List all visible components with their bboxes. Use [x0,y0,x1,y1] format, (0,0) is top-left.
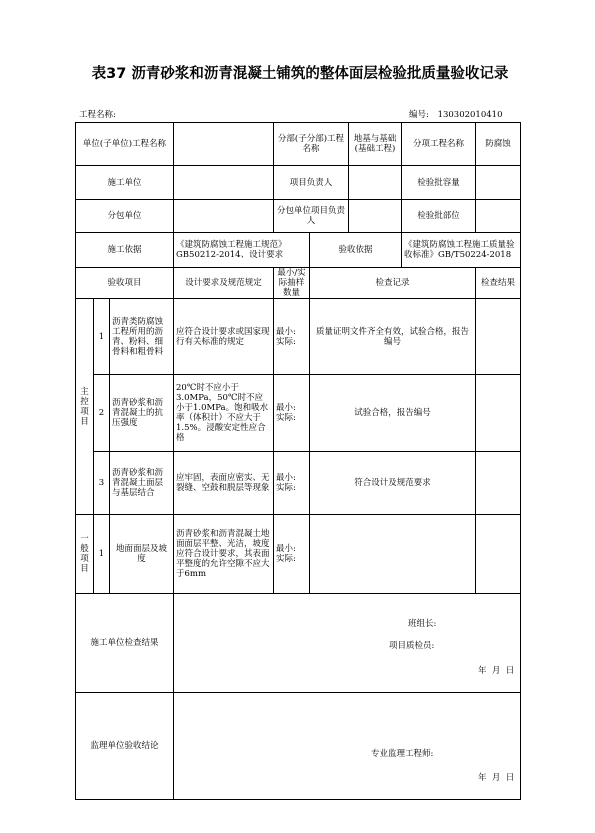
row-item: 地面面层及坡度 [110,515,174,594]
construction-unit-label: 施工单位 [76,166,174,200]
row-result[interactable] [476,299,521,375]
sample-min: 最小: [276,403,296,413]
row-requirement: 应符合设计要求或国家现行有关标准的规定 [174,299,274,375]
subcontract-unit-value[interactable] [174,200,274,233]
row-item: 沥青砂浆和沥青混凝土的抗压强度 [110,375,174,452]
project-manager-label: 项目负责人 [274,166,349,200]
sub-project-label: 分部(子分部)工程名称 [274,123,349,166]
page-title: 表37 沥青砂浆和沥青混凝土铺筑的整体面层检验批质量验收记录 [91,66,509,82]
column-sample: 最小/实际抽样数量 [274,268,310,299]
sample-min: 最小: [276,326,296,337]
table-row [76,515,521,594]
construction-result-date: 年 月 日 [478,666,515,676]
table-row [76,375,521,452]
inspection-table [75,122,521,800]
acceptance-basis-value: 《建筑防腐蚀工程施工质量验收标准》GB/T50224-2018 [402,233,521,268]
row-record [310,515,476,594]
construction-result-label: 施工单位检查结果 [76,594,174,693]
code-label: 编号: [409,110,429,120]
row-item: 沥青类防腐蚀工程所用的沥青、粉料、细骨料和粗骨料 [110,299,174,375]
row-sample[interactable] [274,452,310,515]
subcontract-manager-value[interactable] [349,200,402,233]
row-no: 3 [94,452,110,515]
column-requirement: 设计要求及规范规定 [174,268,274,299]
sub-project-value: 地基与基础(基础工程) [349,123,402,166]
row-sample[interactable] [274,375,310,452]
row-requirement: 20℃时不应小于3.0MPa，50℃时不应小于1.0MPa。饱和吸水率（体积计）不应大于1.5%。浸酸安定性应合格 [174,375,274,452]
row-record: 质量证明文件齐全有效，试验合格，报告编号 [310,299,476,375]
team-leader-label: 班组长: [408,619,437,629]
row-sample[interactable] [274,515,310,594]
unit-project-label: 单位(子单位)工程名称 [76,123,174,166]
sample-actual: 实际: [276,554,296,564]
sample-actual: 实际: [276,413,296,423]
quality-inspector-label: 项目质检员: [389,641,435,651]
sample-actual: 实际: [276,483,296,493]
sample-min: 最小: [276,544,296,554]
main-control-group-label: 主 控 项 目 [76,299,94,515]
construction-result-signature[interactable] [174,594,521,693]
row-no: 2 [94,375,110,452]
row-item: 沥青砂浆和沥青混凝土面层与基层结合 [110,452,174,515]
sample-min: 最小: [276,473,296,483]
column-record: 检查记录 [310,268,476,299]
column-item: 验收项目 [76,268,174,299]
acceptance-basis-label: 验收依据 [310,233,402,268]
sample-actual: 实际: [276,336,296,347]
supervision-result-signature[interactable] [174,693,521,800]
item-project-value: 防腐蚀 [476,123,521,166]
row-result[interactable] [476,452,521,515]
supervision-result-date: 年 月 日 [478,773,515,783]
row-record: 符合设计及规范要求 [310,452,476,515]
batch-location-value[interactable] [476,200,521,233]
subcontract-manager-label: 分包单位项目负责人 [274,200,349,233]
row-requirement: 沥青砂浆和沥青混凝土地面面层平整、光洁，坡度应符合设计要求，其表面平整度的允许空隙不应大于6mm [174,515,274,594]
supervision-engineer-label: 专业监理工程师: [371,749,434,759]
subcontract-unit-label: 分包单位 [76,200,174,233]
general-group-label: 一 般 项 目 [76,515,94,594]
batch-location-label: 检验批部位 [402,200,476,233]
row-no: 1 [94,515,110,594]
table-row [76,299,521,375]
column-result: 检查结果 [476,268,521,299]
code-value: 130302010410 [437,110,503,120]
construction-unit-value[interactable] [174,166,274,200]
unit-project-value[interactable] [174,123,274,166]
batch-capacity-label: 检验批容量 [402,166,476,200]
row-result[interactable] [476,515,521,594]
table-row [76,452,521,515]
project-manager-value[interactable] [349,166,402,200]
construction-basis-value: 《建筑防腐蚀工程施工规范》GB50212-2014、设计要求 [174,233,310,268]
row-requirement: 应牢固，表面应密实、无裂缝、空鼓和脱层等现象 [174,452,274,515]
row-sample[interactable] [274,299,310,375]
row-no: 1 [94,299,110,375]
row-record: 试验合格，报告编号 [310,375,476,452]
project-name-label: 工程名称: [79,110,116,120]
item-project-label: 分项工程名称 [402,123,476,166]
construction-basis-label: 施工依据 [76,233,174,268]
row-result[interactable] [476,375,521,452]
code-field [409,108,502,120]
batch-capacity-value[interactable] [476,166,521,200]
supervision-result-label: 监理单位验收结论 [76,693,174,800]
